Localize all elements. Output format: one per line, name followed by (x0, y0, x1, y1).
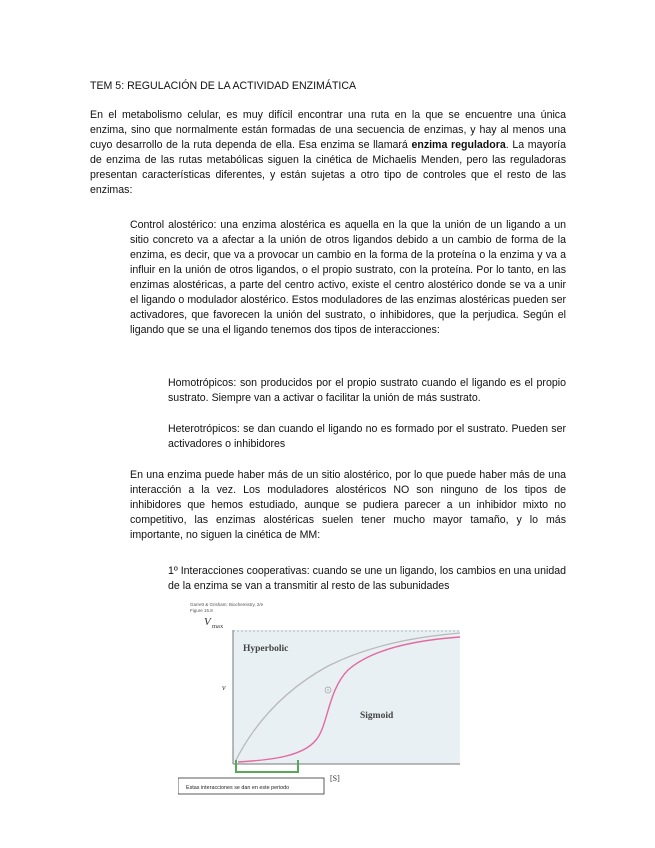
figure-source-line-2: Figure 15.8 (190, 608, 213, 613)
intro-text-2: . La mayoría de enzima de las rutas metabólicas siguen la cinética de Michaelis Menden, pero las reguladoras presentan características diferentes, y están sujetas a otro tipo de controles que el resto de las enzimas: (90, 139, 566, 196)
sigmoid-label: Sigmoid (360, 711, 394, 721)
vmax-subscript: max (212, 623, 224, 630)
vmax-label: V (204, 616, 211, 628)
cooperative-paragraph: 1º Interacciones cooperativas: cuando se une un ligando, los cambios en una unidad de la enzima se van a transmitir al resto de las subunidades (168, 565, 566, 592)
annotation-text: Estas interacciones se dan en este periodo (186, 785, 290, 791)
page-title: TEM 5: REGULACIÓN DE LA ACTIVIDAD ENZIMÁTICA (90, 80, 357, 92)
multiple-sites-paragraph: En una enzima puede haber más de un sitio alostérico, por lo que puede haber más de una interacción a la vez. Los moduladores alostéricos NO son ninguno de los tipos de inhibidores que hemos estudiado, aunque se pudiera parecer a un inhibidor mixto no competitivo, las enzimas alostéricas suelen tener mucho mayor tamaño, y lo más importante, no siguen la cinética de MM: (130, 469, 566, 541)
intro-paragraph (90, 108, 566, 198)
y-axis-label: v (222, 683, 226, 692)
midpoint-dot (327, 689, 329, 691)
intro-text-1: En el metabolismo celular, es muy difícil encontrar una ruta en la que se encuentre una única enzima, sino que normalmente están formadas de una secuencia de enzimas, y hay al menos una cuyo desarrollo de la ruta dependa de ella. Esa enzima se llamará (90, 109, 566, 151)
intro-bold-term: enzima reguladora (411, 139, 506, 151)
figure-source-line-1: Garrett & Grisham: Biochemistry, 2/e (190, 602, 264, 607)
x-axis-label: [S] (330, 774, 340, 783)
kinetics-figure (178, 600, 460, 798)
homotropic-paragraph: Homotrópicos: son producidos por el propio sustrato cuando el ligando es el propio sustrato. Siempre van a activar o facilitar la unión de más sustrato. (168, 377, 566, 404)
allosteric-control-paragraph: Control alostérico: una enzima alostérica es aquella en la que la unión de un ligando a un sitio concreto va a afectar a la unión de otros ligandos debido a un cambio de forma de la enzima, es decir, que va a provocar un cambio en la forma de la proteína o la enzima y va a influir en la unión de otros ligandos, o el propio sustrato, con la proteína. Por lo tanto, en las enzimas alostéricas, a parte del centro activo, existe el centro alostérico donde se va a unir el ligando o modulador alostérico. Estos moduladores de las enzimas alostéricas pueden ser activadores, que favorecen la unión del sustrato, o inhibidores, que la perjudica. Según el ligando que se una el ligando tenemos dos tipos de interacciones: (130, 219, 566, 336)
kinetics-figure-svg (178, 600, 460, 798)
heterotropic-paragraph: Heterotrópicos: se dan cuando el ligando no es formado por el sustrato. Pueden ser activadores o inhibidores (168, 423, 566, 450)
hyperbolic-label: Hyperbolic (243, 644, 289, 654)
